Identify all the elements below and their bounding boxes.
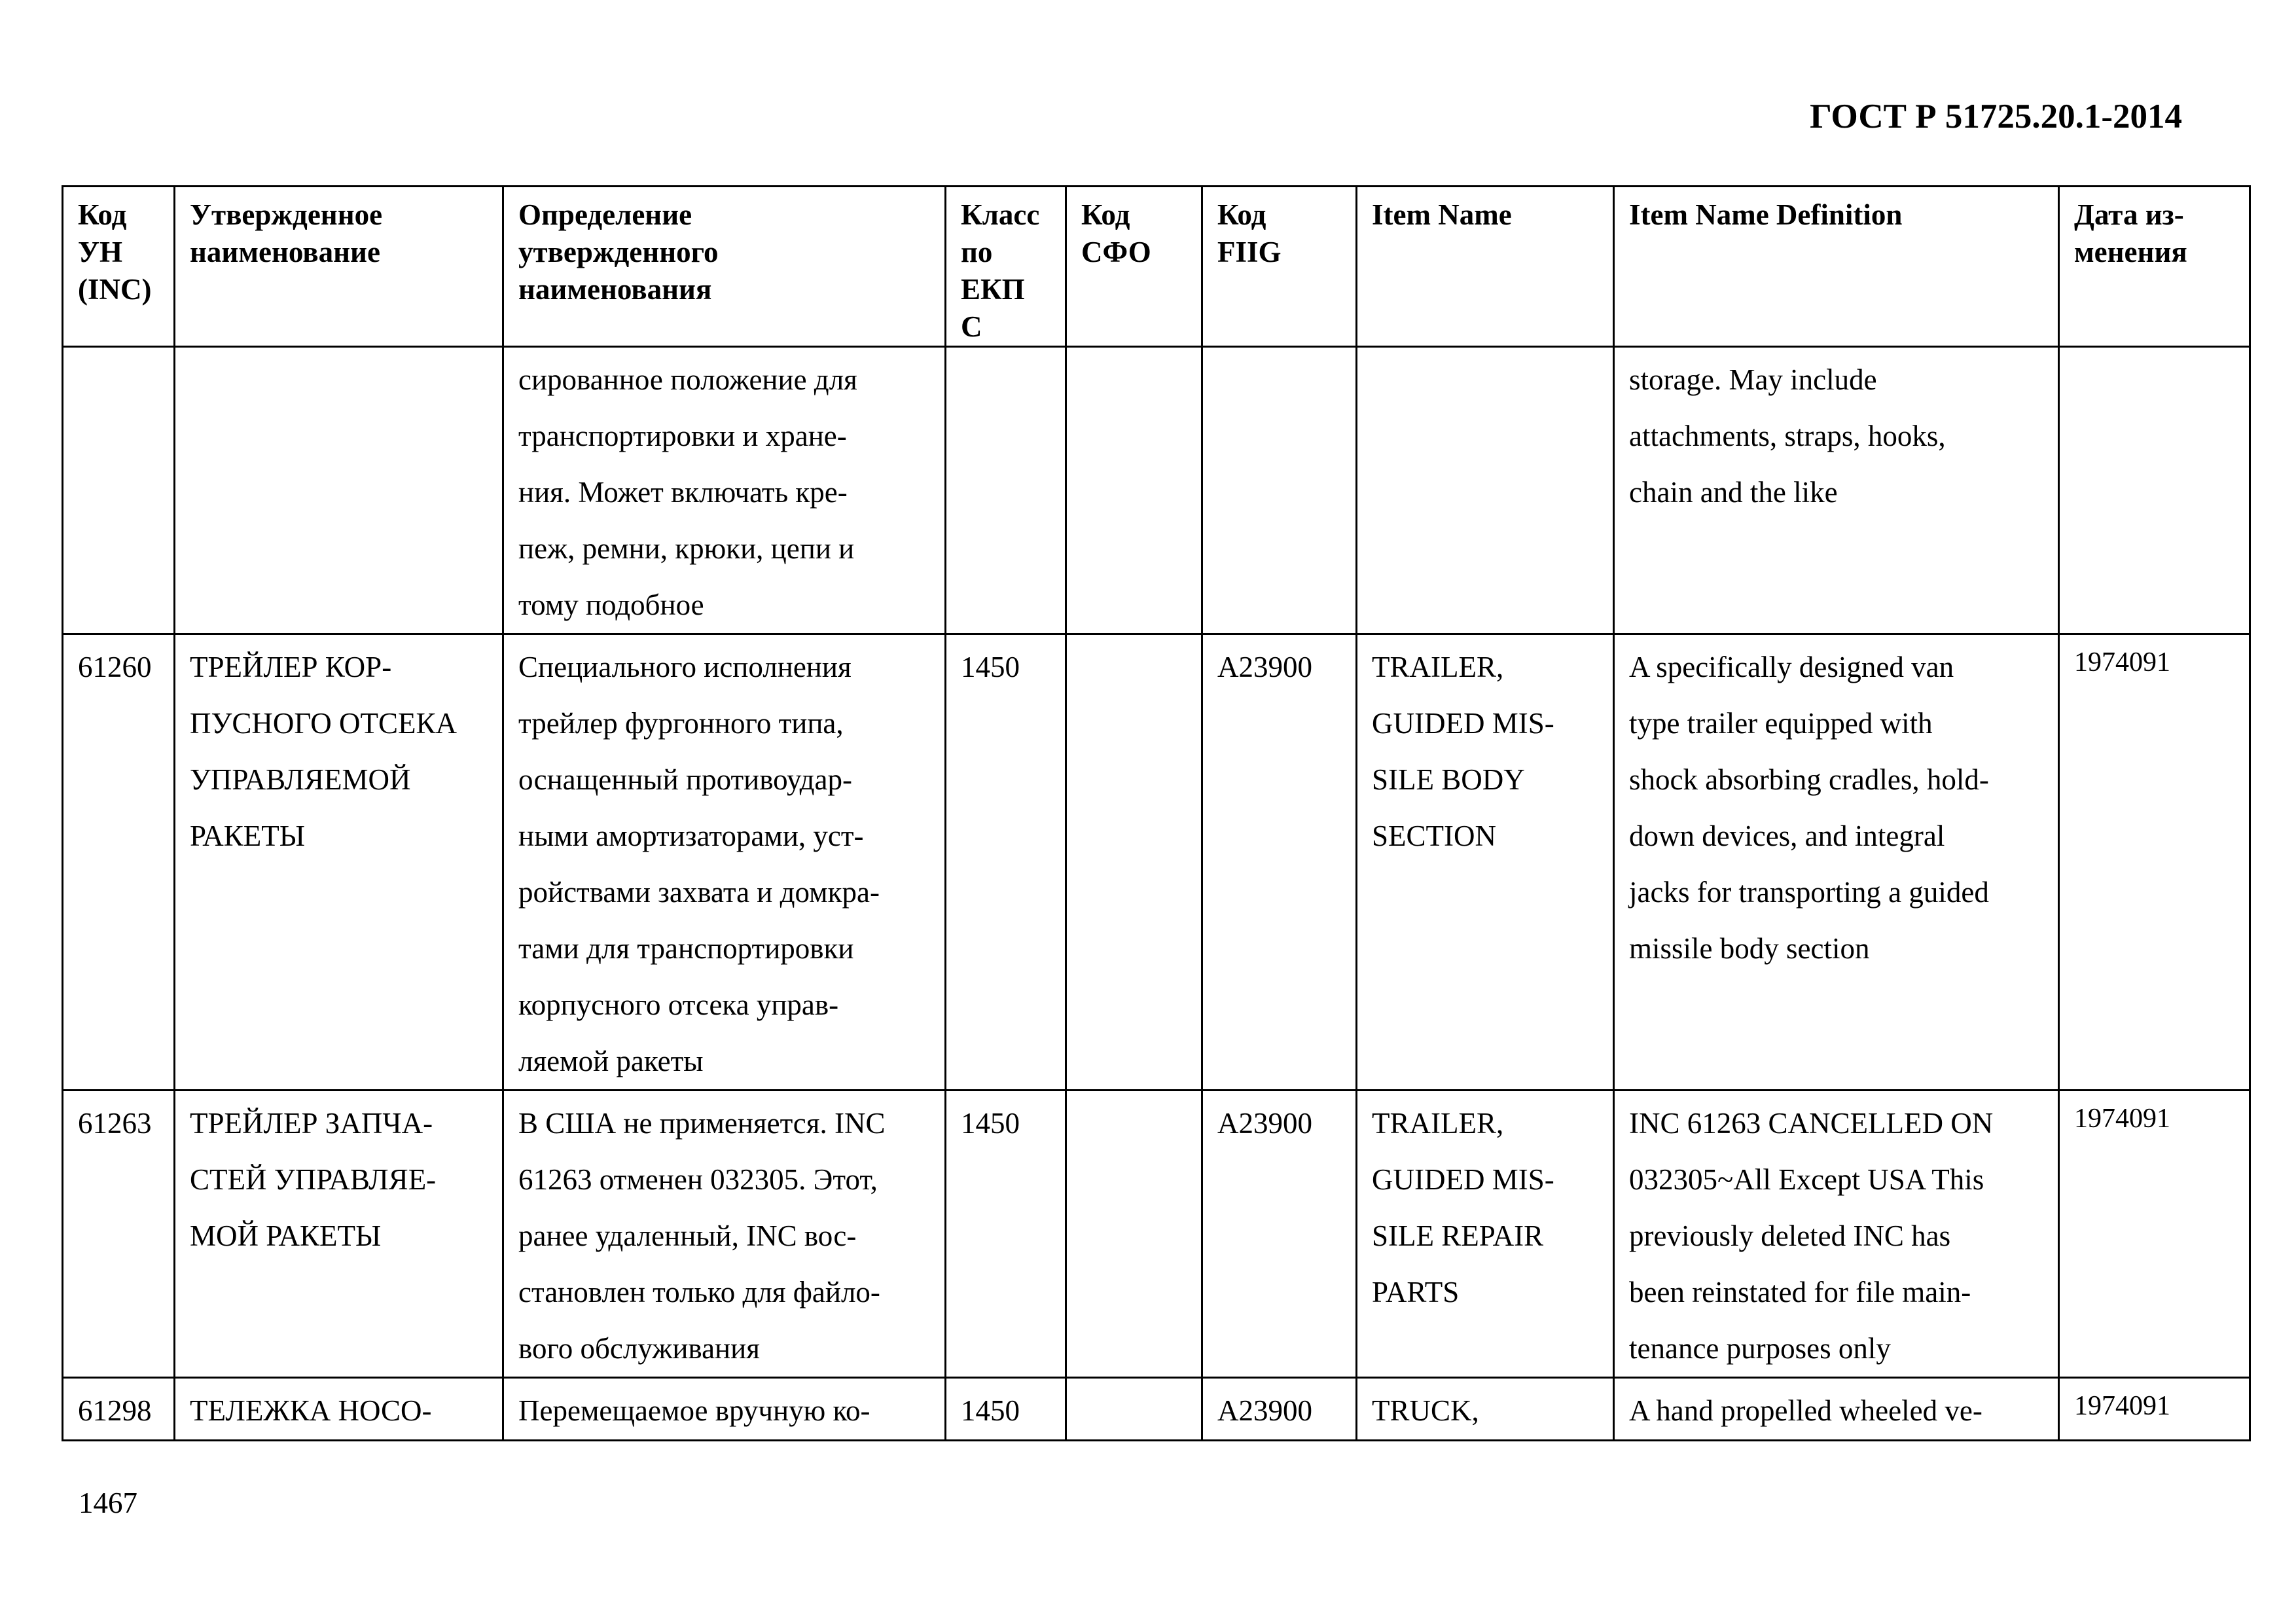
cell-line: chain and the like <box>1629 476 1838 509</box>
cell-line: A hand propelled wheeled ve- <box>1629 1394 1982 1427</box>
cell-item-definition <box>1614 634 2059 1091</box>
cell-name-definition <box>503 347 946 634</box>
cell-line: транспортировки и хране- <box>518 420 847 452</box>
cell-line: Перемещаемое вручную ко- <box>518 1394 870 1427</box>
cell-item-definition <box>1614 1091 2059 1378</box>
cell-line: TRUCK, <box>1372 1394 1479 1427</box>
cell-line: TRAILER, <box>1372 1107 1504 1140</box>
cell-line: tenance purposes only <box>1629 1332 1891 1365</box>
cell-change-date <box>2059 347 2250 634</box>
table-row <box>63 1378 2250 1441</box>
header-line: Код <box>1217 198 1266 231</box>
cell-item-definition <box>1614 1378 2059 1441</box>
cell-line: УПРАВЛЯЕМОЙ <box>190 763 411 796</box>
cell-line: ными амортизаторами, уст- <box>518 820 864 852</box>
header-item-definition <box>1614 187 2059 347</box>
header-inc-code <box>63 187 175 347</box>
table-header-row <box>63 187 2250 347</box>
header-line: СФО <box>1081 236 1151 268</box>
cell-line: shock absorbing cradles, hold- <box>1629 763 1989 796</box>
header-line: Дата из- <box>2074 198 2184 231</box>
cell-fiig-code: A23900 <box>1202 1378 1357 1441</box>
header-line: Код <box>1081 198 1130 231</box>
cell-line: GUIDED MIS- <box>1372 707 1554 740</box>
cell-line: type trailer equipped with <box>1629 707 1933 740</box>
cell-sfo-code <box>1066 634 1202 1091</box>
cell-line: МОЙ РАКЕТЫ <box>190 1219 382 1252</box>
table-body <box>63 347 2250 1441</box>
cell-sfo-code <box>1066 1091 1202 1378</box>
header-class <box>946 187 1066 347</box>
cell-line: SECTION <box>1372 820 1496 852</box>
cell-item-name <box>1357 634 1614 1091</box>
cell-line: down devices, and integral <box>1629 820 1945 852</box>
cell-line: ТРЕЙЛЕР КОР- <box>190 651 392 683</box>
header-line: наименования <box>518 273 712 306</box>
header-line: FIIG <box>1217 236 1282 268</box>
cell-line: SILE BODY <box>1372 763 1525 796</box>
cell-name-definition <box>503 634 946 1091</box>
header-sfo-code <box>1066 187 1202 347</box>
cell-line: 032305~All Except USA This <box>1629 1163 1984 1196</box>
cell-line: тому подобное <box>518 588 704 621</box>
cell-name-definition <box>503 1091 946 1378</box>
cell-line: ПУСНОГО ОТСЕКА <box>190 707 457 740</box>
header-name-definition <box>503 187 946 347</box>
cell-inc-code <box>63 634 175 1091</box>
table-row <box>63 347 2250 634</box>
cell-line: 61260 <box>78 651 152 683</box>
document-code: ГОСТ Р 51725.20.1-2014 <box>1810 98 2182 135</box>
cell-line: вого обслуживания <box>518 1332 760 1365</box>
table-row <box>63 634 2250 1091</box>
cell-approved-name <box>175 347 503 634</box>
cell-line: previously deleted INC has <box>1629 1219 1951 1252</box>
cell-item-definition <box>1614 347 2059 634</box>
cell-line: тами для транспортировки <box>518 932 854 965</box>
cell-line: missile body section <box>1629 932 1870 965</box>
header-line: УН <box>78 236 123 268</box>
cell-line: TRAILER, <box>1372 651 1504 683</box>
header-approved-name <box>175 187 503 347</box>
cell-line: ния. Может включать кре- <box>518 476 848 509</box>
header-line: Класс <box>961 198 1040 231</box>
cell-change-date: 1974091 <box>2059 1378 2250 1441</box>
cell-line: СТЕЙ УПРАВЛЯЕ- <box>190 1163 437 1196</box>
table-row <box>63 1091 2250 1378</box>
cell-approved-name <box>175 1091 503 1378</box>
cell-class: 1450 <box>946 1378 1066 1441</box>
cell-sfo-code <box>1066 1378 1202 1441</box>
cell-change-date: 1974091 <box>2059 634 2250 1091</box>
cell-line: A specifically designed van <box>1629 651 1954 683</box>
header-line: Код <box>78 198 127 231</box>
cell-line: 61298 <box>78 1394 152 1427</box>
cell-line: становлен только для файло- <box>518 1276 880 1308</box>
header-line: Item Name Definition <box>1629 198 1903 231</box>
cell-fiig-code: A23900 <box>1202 634 1357 1091</box>
cell-class <box>946 347 1066 634</box>
cell-line: SILE REPAIR <box>1372 1219 1544 1252</box>
cell-class: 1450 <box>946 1091 1066 1378</box>
cell-line: оснащенный противоудар- <box>518 763 852 796</box>
page-number: 1467 <box>79 1487 137 1519</box>
cell-inc-code <box>63 1378 175 1441</box>
cell-line: 61263 отменен 032305. Этот, <box>518 1163 878 1196</box>
cell-item-name <box>1357 1378 1614 1441</box>
cell-name-definition <box>503 1378 946 1441</box>
header-line: наименование <box>190 236 380 268</box>
header-line: утвержденного <box>518 236 719 268</box>
cell-line: Специального исполнения <box>518 651 852 683</box>
cell-line: пеж, ремни, крюки, цепи и <box>518 532 855 565</box>
header-line: Item Name <box>1372 198 1512 231</box>
cell-change-date: 1974091 <box>2059 1091 2250 1378</box>
header-line: С <box>961 310 982 343</box>
cell-line: attachments, straps, hooks, <box>1629 420 1946 452</box>
cell-line: ранее удаленный, INC вос- <box>518 1219 857 1252</box>
cell-inc-code <box>63 347 175 634</box>
header-fiig-code <box>1202 187 1357 347</box>
header-line: Утвержденное <box>190 198 383 231</box>
cell-inc-code <box>63 1091 175 1378</box>
cell-fiig-code <box>1202 347 1357 634</box>
cell-line: ройствами захвата и домкра- <box>518 876 880 909</box>
header-line: (INC) <box>78 273 152 306</box>
cell-line: сированное положение для <box>518 363 857 396</box>
cell-line: PARTS <box>1372 1276 1460 1308</box>
cell-line: storage. May include <box>1629 363 1877 396</box>
header-change-date <box>2059 187 2250 347</box>
cell-class: 1450 <box>946 634 1066 1091</box>
cell-line: ТРЕЙЛЕР ЗАПЧА- <box>190 1107 433 1140</box>
cell-line: GUIDED MIS- <box>1372 1163 1554 1196</box>
cell-line: been reinstated for file main- <box>1629 1276 1971 1308</box>
header-item-name <box>1357 187 1614 347</box>
cell-approved-name <box>175 634 503 1091</box>
header-line: ЕКП <box>961 273 1025 306</box>
cell-fiig-code: A23900 <box>1202 1091 1357 1378</box>
cell-line: РАКЕТЫ <box>190 820 306 852</box>
cell-line: 61263 <box>78 1107 152 1140</box>
cell-sfo-code <box>1066 347 1202 634</box>
cell-item-name <box>1357 347 1614 634</box>
cell-line: трейлер фургонного типа, <box>518 707 844 740</box>
header-line: по <box>961 236 993 268</box>
cell-item-name <box>1357 1091 1614 1378</box>
cell-line: INC 61263 CANCELLED ON <box>1629 1107 1994 1140</box>
cell-approved-name <box>175 1378 503 1441</box>
cell-line: jacks for transporting a guided <box>1629 876 1989 909</box>
header-line: менения <box>2074 236 2187 268</box>
classification-table <box>62 185 2251 1441</box>
cell-line: ляемой ракеты <box>518 1045 704 1077</box>
header-line: Определение <box>518 198 692 231</box>
cell-line: корпусного отсека управ- <box>518 988 839 1021</box>
cell-line: ТЕЛЕЖКА НОСО- <box>190 1394 432 1427</box>
cell-line: В США не применяется. INC <box>518 1107 886 1140</box>
